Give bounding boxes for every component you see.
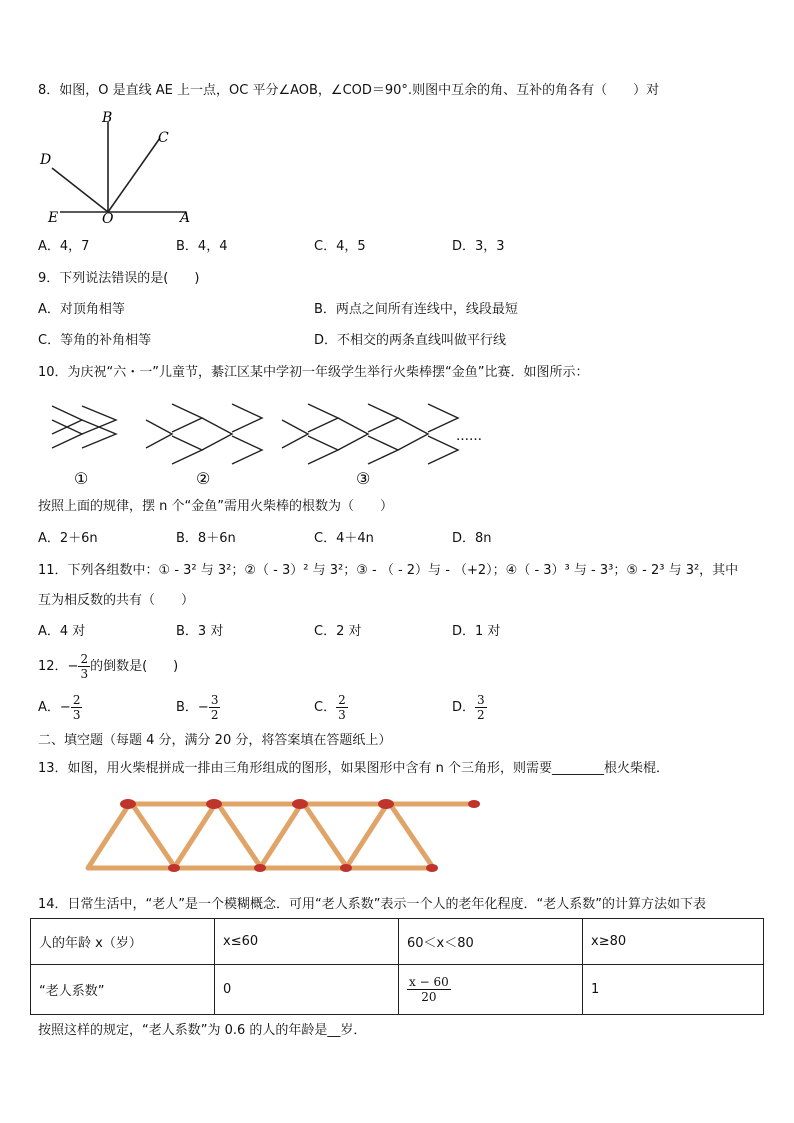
- option-fraction: [71, 693, 83, 722]
- q13-matchstick-figure: [84, 792, 488, 878]
- q11-option-d[interactable]: D．1 对: [452, 624, 501, 639]
- q11-option-a[interactable]: A．4 对: [38, 624, 86, 639]
- q14-question: 按照这样的规定，“老人系数”为 0.6 的人的年龄是__岁．: [38, 1023, 367, 1038]
- q8-stem: 8．如图，O 是直线 AE 上一点，OC 平分∠AOB，∠COD＝90°.则图中互余的角、互补的角各有（ ）对: [38, 83, 660, 98]
- section-heading: 二、填空题（每题 4 分，满分 20 分，将答案填在答题纸上）: [38, 733, 392, 748]
- q11-option-c[interactable]: C．2 对: [314, 624, 362, 639]
- q12-option-c[interactable]: [314, 692, 348, 724]
- q8-option-c[interactable]: C．4，5: [314, 239, 366, 254]
- q8-option-b[interactable]: B．4，4: [176, 239, 228, 254]
- q9-option-b[interactable]: B．两点之间所有连线中，线段最短: [314, 302, 518, 317]
- formula-fraction: [407, 975, 451, 1004]
- q9-stem: 9．下列说法错误的是( ): [38, 271, 200, 286]
- q11-stem: 11．下列各组数中：① - 3² 与 3²；②（ - 3）² 与 3²；③ - （ - 2）与 - （+2）；④（ - 3）³ 与 - 3³；⑤ - 2³ 与 3²，其中: [38, 563, 739, 578]
- option-label: B．: [176, 700, 198, 715]
- option-sign: −: [59, 700, 71, 715]
- ellipsis: ……: [456, 429, 482, 444]
- table-cell: 人的年龄 x（岁）: [31, 919, 215, 965]
- q10-figure: [48, 398, 498, 490]
- q9-option-d[interactable]: D．不相交的两条直线叫做平行线: [314, 333, 507, 348]
- fish-1: [52, 406, 116, 448]
- ray-oc: [108, 138, 160, 212]
- option-fraction: [336, 693, 348, 722]
- label-2: ②: [196, 469, 211, 488]
- q10-stem: 10．为庆祝“六・一”儿童节，綦江区某中学初一年级学生举行火柴棒摆“金鱼”比赛．如图所示：: [38, 365, 589, 380]
- q14-stem: 14．日常生活中，“老人”是一个模糊概念．可用“老人系数”表示一个人的老年化程度．“老人系数”的计算方法如下表: [38, 897, 706, 912]
- label-b: B: [102, 110, 113, 126]
- option-label: C．: [314, 700, 337, 715]
- label-c: C: [158, 130, 169, 146]
- table-cell: 1: [583, 965, 764, 1015]
- table-cell: x≥80: [583, 919, 764, 965]
- q8-option-d[interactable]: D．3，3: [452, 239, 505, 254]
- q12-num: 2: [80, 652, 89, 666]
- option-den: 2: [477, 708, 485, 722]
- option-sign: −: [197, 700, 209, 715]
- q11-option-b[interactable]: B．3 对: [176, 624, 224, 639]
- table-cell: 0: [215, 965, 399, 1015]
- option-fraction: [475, 693, 487, 722]
- q9-option-a[interactable]: A．对顶角相等: [38, 302, 125, 317]
- q10-option-b[interactable]: B．8＋6n: [176, 531, 236, 546]
- q12-prefix: 12．: [38, 659, 68, 674]
- formula-num: x − 60: [409, 975, 449, 989]
- option-den: 3: [338, 708, 346, 722]
- label-e: E: [48, 210, 59, 226]
- option-den: 3: [72, 708, 81, 722]
- q12-sign: −: [67, 659, 79, 674]
- q13-stem: 13．如图，用火柴棍拼成一排由三角形组成的图形，如果图形中含有 n 个三角形，则需要________根火柴棍．: [38, 761, 670, 776]
- label-o: O: [102, 211, 114, 226]
- q12-option-a[interactable]: [38, 692, 82, 724]
- q12-den: 3: [80, 667, 89, 681]
- q11-stem-2: 互为相反数的共有（ ）: [38, 593, 195, 608]
- option-num: 3: [210, 693, 219, 707]
- fish-2: [146, 404, 262, 464]
- label-1: ①: [74, 469, 89, 488]
- table-cell: x≤60: [215, 919, 399, 965]
- option-label: A．: [38, 700, 60, 715]
- fish-3: [282, 404, 458, 464]
- table-cell: “老人系数”: [31, 965, 215, 1015]
- q12-suffix: 的倒数是( ): [90, 659, 179, 674]
- matchsticks: [88, 804, 472, 868]
- table-row: [31, 965, 764, 1015]
- ray-od: [52, 168, 108, 212]
- option-label: D．: [452, 700, 476, 715]
- label-a: A: [180, 210, 191, 226]
- q10-option-c[interactable]: C．4＋4n: [314, 531, 374, 546]
- option-fraction: [209, 693, 221, 722]
- q12-option-d[interactable]: [452, 692, 487, 724]
- option-num: 2: [72, 693, 81, 707]
- q8-figure: [36, 104, 206, 226]
- table-cell: 60＜x＜80: [399, 919, 583, 965]
- table-row: [31, 919, 764, 965]
- label-3: ③: [356, 469, 371, 488]
- formula-den: 20: [421, 990, 437, 1004]
- q10-question: 按照上面的规律，摆 n 个“金鱼”需用火柴棒的根数为（ ）: [38, 499, 393, 514]
- q12-stem: [38, 651, 178, 683]
- q10-option-a[interactable]: A．2＋6n: [38, 531, 98, 546]
- q12-fraction: [78, 652, 90, 681]
- option-num: 2: [338, 693, 346, 707]
- label-d: D: [40, 152, 52, 168]
- table-cell-formula: [399, 965, 583, 1015]
- q8-option-a[interactable]: A．4，7: [38, 239, 90, 254]
- elderly-coefficient-table: [30, 918, 764, 1015]
- q10-option-d[interactable]: D．8n: [452, 531, 492, 546]
- option-num: 3: [477, 693, 485, 707]
- q12-option-b[interactable]: [176, 692, 220, 724]
- q9-option-c[interactable]: C．等角的补角相等: [38, 333, 152, 348]
- option-den: 2: [210, 708, 219, 722]
